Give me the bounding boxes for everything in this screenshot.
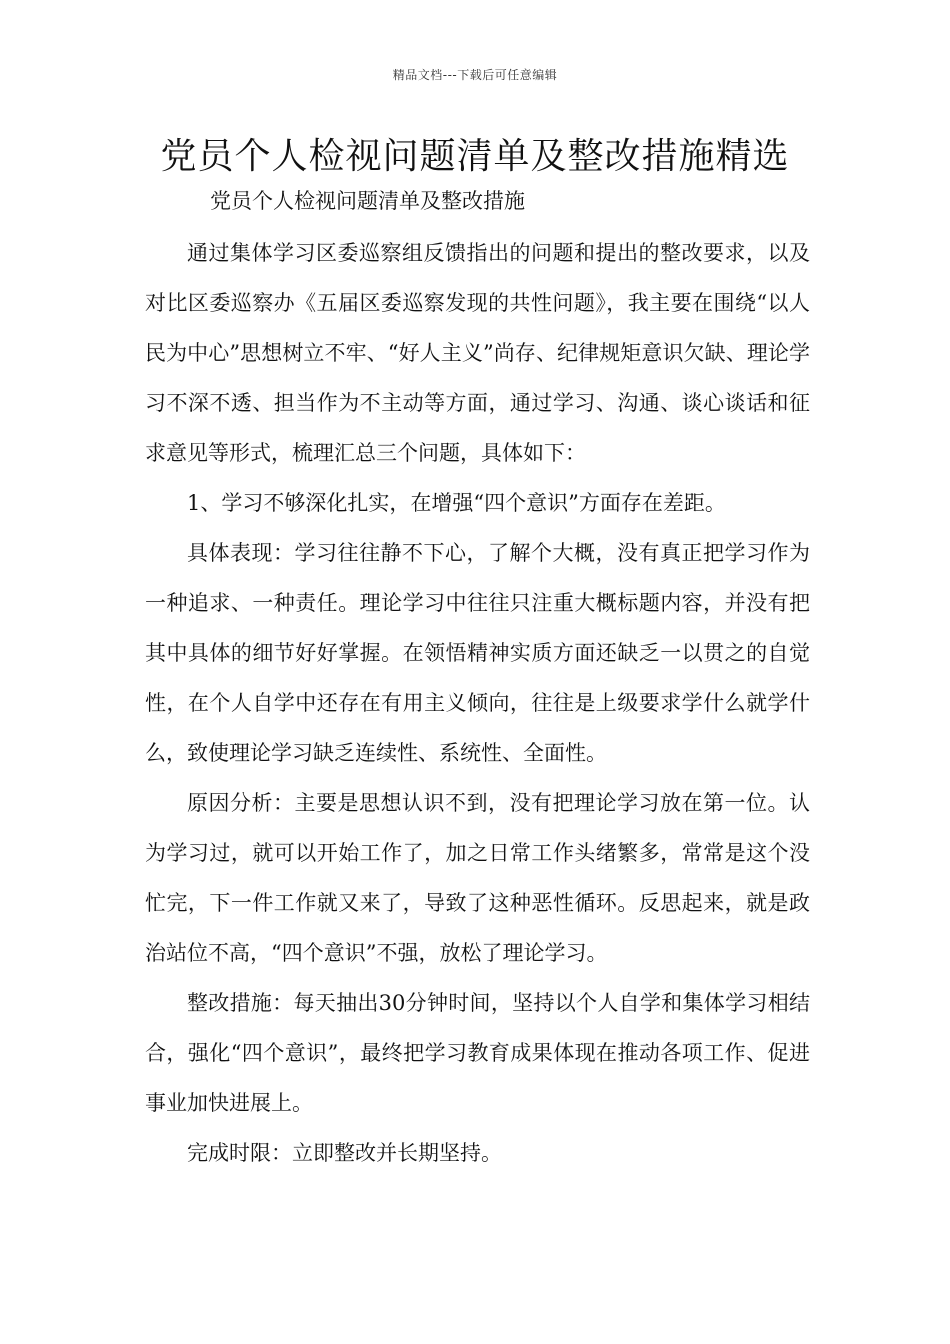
paragraph-manifestation: 具体表现：学习往往静不下心，了解个大概，没有真正把学习作为一种追求、一种责任。理论学习中往往只注重大概标题内容，并没有把其中具体的细节好好掌握。在领悟精神实质方面还缺乏一以贯之的自觉性，在个人自学中还存在有用主义倾向，往往是上级要求学什么就学什么，致使理论学习缺乏连续性、系统性、全面性。 — [145, 541, 810, 765]
paragraph-problem-heading: 1、学习不够深化扎实，在增强“四个意识”方面存在差距。 — [187, 491, 726, 515]
document-subtitle: 党员个人检视问题清单及整改措施 — [210, 189, 525, 213]
paragraph-deadline: 完成时限：立即整改并长期坚持。 — [187, 1141, 502, 1165]
header-note: 精品文档---下载后可任意编辑 — [392, 68, 558, 82]
paragraph-rectification-measures: 整改措施：每天抽出30分钟时间，坚持以个人自学和集体学习相结合，强化“四个意识”，最终把学习教育成果体现在推动各项工作、促进事业加快进展上。 — [145, 991, 810, 1115]
document-body — [145, 228, 810, 1178]
document-title: 党员个人检视问题清单及整改措施精选 — [160, 136, 790, 177]
paragraph-cause-analysis: 原因分析：主要是思想认识不到，没有把理论学习放在第一位。认为学习过，就可以开始工作了，加之日常工作头绪繁多，常常是这个没忙完，下一件工作就又来了，导致了这种恶性循环。反思起来，就是政治站位不高，“四个意识”不强，放松了理论学习。 — [145, 791, 810, 965]
paragraph-intro: 通过集体学习区委巡察组反馈指出的问题和提出的整改要求，以及对比区委巡察办《五届区委巡察发现的共性问题》，我主要在围绕“以人民为中心”思想树立不牢、“好人主义”尚存、纪律规矩意识欠缺、理论学习不深不透、担当作为不主动等方面，通过学习、沟通、谈心谈话和征求意见等形式，梳理汇总三个问题，具体如下： — [145, 241, 810, 465]
